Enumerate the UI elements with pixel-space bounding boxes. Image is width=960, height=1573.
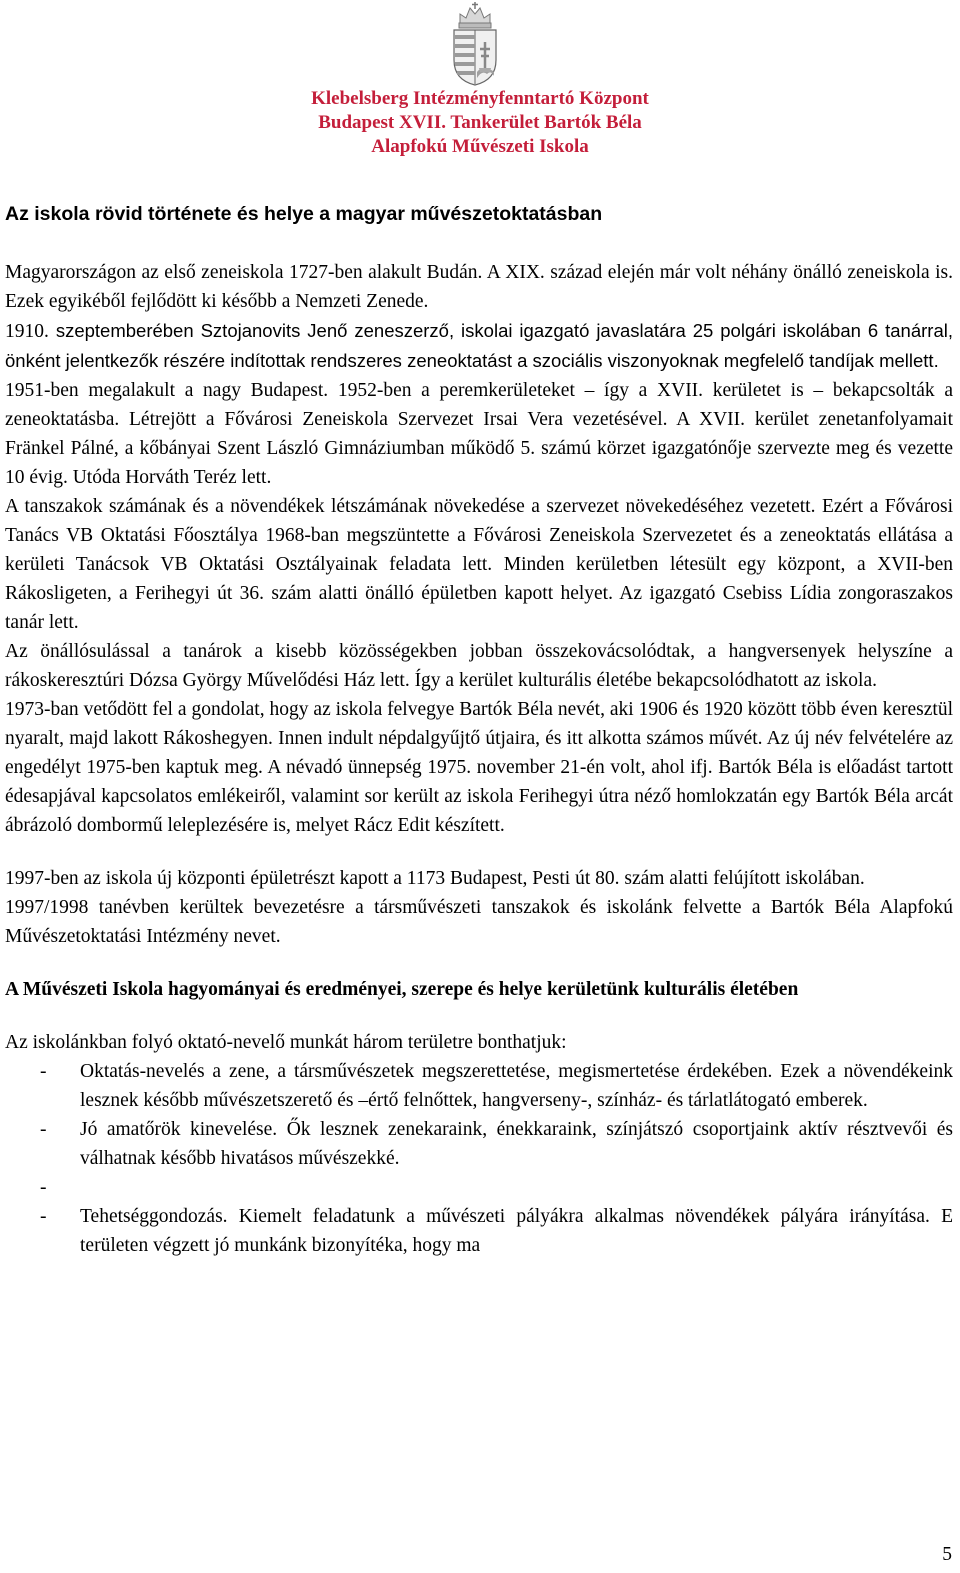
section-heading-traditions: A Művészeti Iskola hagyományai és eredményei, szerepe és helye kerületünk kulturális életében xyxy=(5,979,799,1000)
paragraph-1997-building: 1997-ben az iskola új központi épületrészt kapott a 1173 Budapest, Pesti út 80. szám alatti felújított iskolában. xyxy=(5,868,865,889)
list-item-text: Jó amatőrök kinevelése. Ők lesznek zenekaraink, énekkaraink, színjátszó csoportjaink aktív résztvevői és válhatnak később hivatásos művészekké. xyxy=(80,1119,953,1169)
list-item-text: Oktatás-nevelés a zene, a társművészetek megszerettetése, megismertetése érdekében. Ezek a növendékeink lesznek később művészetszerető és –értő felnőttek, hangverseny-, színház- és tárlatlátogató emberek. xyxy=(80,1061,953,1111)
list-item-empty xyxy=(5,1173,953,1202)
section-heading-history: Az iskola rövid története és helye a magyar művészetoktatásban xyxy=(5,203,603,225)
paragraph-1910-text: szeptemberében Sztojanovits Jenő zeneszerző, iskolai igazgató javaslatára 25 polgári iskolában 6 tanárral, önként jelentkezők részére indítottak rendszeres zeneoktatást a szociális viszonyoknak megfelelő tandíjak mellett. xyxy=(5,320,953,371)
org-name-line3: Alapfokú Művészeti Iskola xyxy=(371,136,589,157)
list-item-education xyxy=(5,1057,953,1115)
paragraph-1910 xyxy=(5,316,953,376)
hungarian-coat-of-arms-icon xyxy=(446,2,504,86)
list-item-talent xyxy=(5,1202,953,1260)
page-number: 5 xyxy=(942,1544,952,1565)
list-item-amateurs xyxy=(5,1115,953,1173)
list-dash: - xyxy=(40,1119,47,1140)
paragraph-first-music-school: Magyarországon az első zeneiskola 1727-ben alakult Budán. A XIX. század elején már volt néhány önálló zeneiskola is. Ezek egyikéből fejlődött ki később a Nemzeti Zenede. xyxy=(5,262,953,312)
org-name-line2: Budapest XVII. Tankerület Bartók Béla xyxy=(318,112,642,133)
paragraph-1910-year: 1910. xyxy=(5,321,49,342)
paragraph-1951: 1951-ben megalakult a nagy Budapest. 1952-ben a peremkerületeket – így a XVII. kerületet is – bekapcsolták a zeneoktatásba. Létrejött a Fővárosi Zeneiskola Szervezet Irsai Vera vezetésével. A XVII. kerület zenetanfolyamait Fränkel Pálné, a kőbányai Szent László Gimnáziumban működő 5. számú körzet igazgatónője szervezte meg és vezette 10 évig. Utóda Horváth Teréz lett. xyxy=(5,380,953,488)
paragraph-bartok-name: 1973-ban vetődött fel a gondolat, hogy az iskola felvegye Bartók Béla nevét, aki 1906 és 1920 között több éven keresztül nyaralt, majd lakott Rákoshegyen. Innen indult népdalgyűjtő útjaira, és itt alkotta számos művét. Az új név felvételére az engedélyt 1975-ben kaptuk meg. A névadó ünnepség 1975. november 21-én volt, ahol ifj. Bartók Béla is előadást tartott édesapjával kapcsolatos emlékeiről, valamint sor került az iskola Ferihegyi útra néző homlokzatán egy Bartók Béla arcát ábrázoló dombormű leleplezésére is, melyet Rácz Edit készített. xyxy=(5,699,953,836)
list-item-text: Tehetséggondozás. Kiemelt feladatunk a művészeti pályákra alkalmas növendékek pályára irányítása. E területen végzett jó munkánk bizonyítéka, hogy ma xyxy=(80,1206,953,1256)
document-body xyxy=(5,200,953,1260)
paragraph-three-areas: Az iskolánkban folyó oktató-nevelő munkát három területre bonthatjuk: xyxy=(5,1032,567,1053)
paragraph-1997-1998: 1997/1998 tanévben kerültek bevezetésre a társművészeti tanszakok és iskolánk felvette a Bartók Béla Alapfokú Művészetoktatási Intézmény nevet. xyxy=(5,897,953,947)
list-dash: - xyxy=(40,1177,47,1198)
list-dash: - xyxy=(40,1061,47,1082)
paragraph-independence: Az önállósulással a tanárok a kisebb közösségekben jobban összekovácsolódtak, a hangversenyek helyszíne a rákoskeresztúri Dózsa György Művelődési Ház lett. Így a kerület kulturális életébe bekapcsolódhatott az iskola. xyxy=(5,641,953,691)
org-name-line1: Klebelsberg Intézményfenntartó Központ xyxy=(311,88,649,109)
paragraph-growth: A tanszakok számának és a növendékek létszámának növekedése a szervezet növekedéséhez vezetett. Ezért a Fővárosi Tanács VB Oktatási Főosztálya 1968-ban megszüntette a Fővárosi Zeneiskola Szervezetet és a zeneoktatás ellátása a kerületi Tanácsok VB Oktatási Osztályainak feladata lett. Minden kerületben létesült egy központ, a XVII-ben Rákosligeten, a Ferihegyi út 36. szám alatti önálló épületben kapott helyet. Az igazgató Csebiss Lídia zongoraszakos tanár lett. xyxy=(5,496,953,633)
list-dash: - xyxy=(40,1206,47,1227)
